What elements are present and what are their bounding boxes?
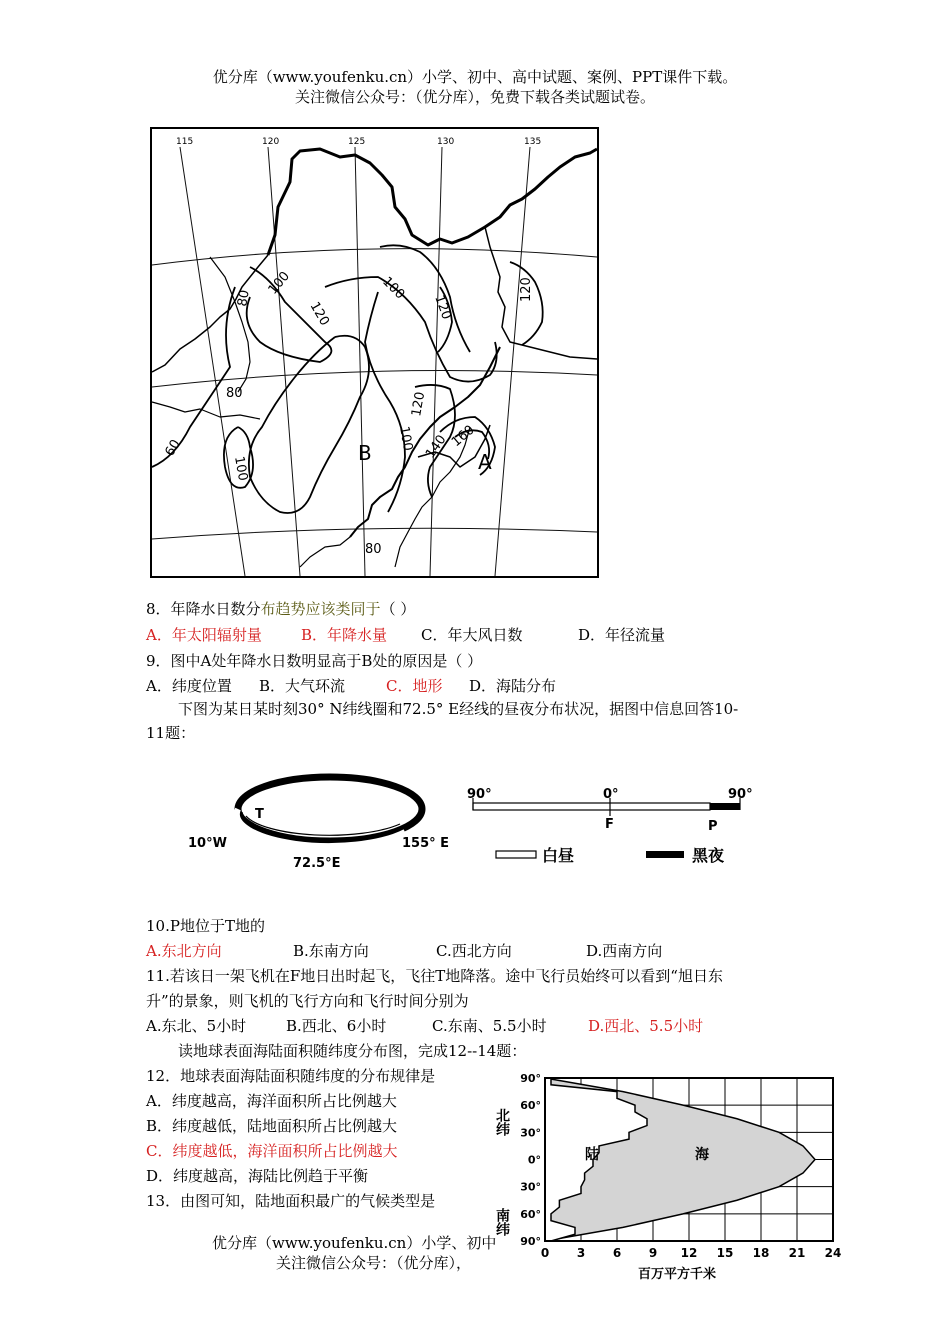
land-sea-chart	[490, 1068, 850, 1288]
x-tick-label: 18	[752, 1246, 770, 1260]
question-10-stem: 10.P地位于T地的	[146, 917, 265, 935]
isoline-label: 80	[365, 542, 382, 557]
isoline-label: 120	[431, 293, 454, 322]
question-8-options	[146, 624, 666, 645]
north-latitude-label: 北纬	[494, 1108, 510, 1136]
lon-label: 115	[176, 137, 194, 147]
q8-option-b: B．年降水量	[301, 626, 388, 644]
point-b-label: B	[358, 441, 372, 465]
x-tick-label: 12	[680, 1246, 698, 1260]
bar-right-label: 90°	[728, 787, 753, 802]
lon-label: 125	[348, 137, 366, 147]
x-tick-label: 6	[612, 1246, 622, 1260]
sea-label: 海	[695, 1147, 709, 1163]
q11-option-a: A.东北、5小时	[146, 1017, 247, 1035]
isoline-label: 120	[306, 299, 332, 329]
y-tick-label: 30°	[520, 1180, 541, 1194]
x-tick-label: 0	[540, 1246, 550, 1260]
question-11-stem-1: 11.若该日一架飞机在F地日出时起飞，飞往T地降落。途中飞行员始终可以看到“旭日东	[146, 967, 723, 985]
bar-mid-label: 0°	[603, 787, 619, 802]
point-f-label: F	[605, 817, 614, 832]
y-tick-label: 90°	[520, 1072, 541, 1085]
q12-option-a: A．纬度越高，海洋面积所占比例越大	[146, 1092, 397, 1110]
x-tick-label: 9	[648, 1246, 658, 1260]
q10-option-a: A.东北方向	[146, 942, 222, 960]
x-axis-label: 百万平方千米	[638, 1267, 717, 1282]
q10-option-d: D.西南方向	[586, 942, 663, 960]
intro-10-11-line-1: 下图为某日某时刻30° N纬线圈和72.5° E经线的昼夜分布状况，据图中信息回答10-	[178, 700, 739, 718]
q12-option-c: C．纬度越低，海洋面积所占比例越大	[146, 1142, 398, 1160]
lon-label: 130	[437, 137, 455, 147]
lon-155e-label: 155° E	[402, 836, 450, 851]
y-tick-label: 0°	[527, 1153, 541, 1167]
isoline-label: 100	[265, 268, 294, 298]
precipitation-days-map	[150, 127, 599, 578]
q8-option-d: D．年径流量	[578, 626, 666, 644]
q11-option-d: D.西北、5.5小时	[588, 1017, 704, 1035]
q9-option-a: A．纬度位置	[146, 677, 232, 695]
isoline-label: 120	[519, 277, 534, 302]
q11-option-b: B.西北、6小时	[286, 1017, 387, 1035]
q10-option-c: C.西北方向	[436, 942, 512, 960]
x-tick-label: 21	[788, 1246, 806, 1260]
y-tick-label: 90°	[520, 1235, 541, 1248]
lon-10w-label: 10°W	[188, 836, 227, 851]
question-11-stem-2: 升”的景象，则飞机的飞行方向和飞行时间分别为	[146, 992, 469, 1010]
q8-option-a: A．年太阳辐射量	[146, 626, 262, 644]
q12-option-b: B．纬度越低，陆地面积所占比例越大	[146, 1117, 398, 1135]
y-tick-label: 60°	[520, 1099, 541, 1113]
legend-night-label: 黑夜	[692, 846, 725, 865]
south-latitude-label: 南纬	[494, 1208, 510, 1236]
x-tick-label: 3	[576, 1246, 586, 1260]
header-line-1: 优分库（www.youfenku.cn）小学、初中、高中试题、案例、PPT课件下载。	[212, 68, 738, 86]
isoline-label: 80	[226, 386, 243, 401]
point-p-label: P	[708, 819, 718, 834]
bar-left-label: 90°	[467, 787, 492, 802]
y-tick-label: 30°	[520, 1126, 541, 1140]
lon-label: 135	[524, 137, 542, 147]
intro-10-11-line-2: 11题：	[146, 724, 196, 742]
isoline-label: 160	[448, 422, 478, 451]
footer-line-1: 优分库（www.youfenku.cn）小学、初中	[212, 1234, 497, 1252]
q9-option-b: B．大气环流	[259, 677, 346, 695]
isoline-label: 100	[379, 274, 408, 303]
question-12-stem: 12．地球表面海陆面积随纬度的分布规律是	[146, 1067, 436, 1085]
legend-day-label: 白昼	[542, 846, 575, 865]
q9-option-c: C．地形	[386, 677, 443, 695]
x-tick-label: 15	[716, 1246, 734, 1260]
land-label: 陆	[585, 1147, 599, 1163]
isoline-label: 60	[162, 437, 184, 459]
point-t-label: T	[255, 807, 264, 822]
question-13-stem: 13．由图可知，陆地面积最广的气候类型是	[146, 1192, 436, 1210]
y-tick-label: 60°	[520, 1207, 541, 1221]
isoline-label: 120	[409, 390, 429, 418]
point-a-label: A	[478, 450, 492, 474]
lon-label: 120	[262, 137, 280, 147]
question-11-options	[146, 1015, 704, 1036]
isoline-label: 80	[235, 288, 253, 308]
q12-option-d: D．纬度越高，海陆比例趋于平衡	[146, 1167, 369, 1185]
question-10-options	[146, 940, 663, 961]
q11-option-c: C.东南、5.5小时	[432, 1017, 547, 1035]
isoline-label: 140	[422, 432, 450, 462]
header-line-2: 关注微信公众号：（优分库），免费下载各类试题试卷。	[294, 88, 655, 106]
isoline-label: 100	[396, 425, 416, 453]
question-8-stem: 8．年降水日数分布趋势应该类同于（ ）	[146, 600, 416, 618]
footer-line-2: 关注微信公众号：（优分库），	[276, 1254, 472, 1272]
q9-option-d: D．海陆分布	[469, 677, 557, 695]
day-night-figure	[180, 772, 780, 872]
question-9-stem: 9．图中A处年降水日数明显高于B处的原因是（ ）	[146, 652, 483, 670]
x-tick-label: 24	[824, 1246, 842, 1260]
isoline-label: 100	[231, 455, 251, 483]
lon-72-5e-label: 72.5°E	[293, 856, 341, 871]
q8-option-c: C．年大风日数	[421, 626, 523, 644]
question-9-options	[146, 675, 557, 696]
intro-12-14: 读地球表面海陆面积随纬度分布图，完成12--14题：	[178, 1042, 527, 1060]
q10-option-b: B.东南方向	[293, 942, 369, 960]
